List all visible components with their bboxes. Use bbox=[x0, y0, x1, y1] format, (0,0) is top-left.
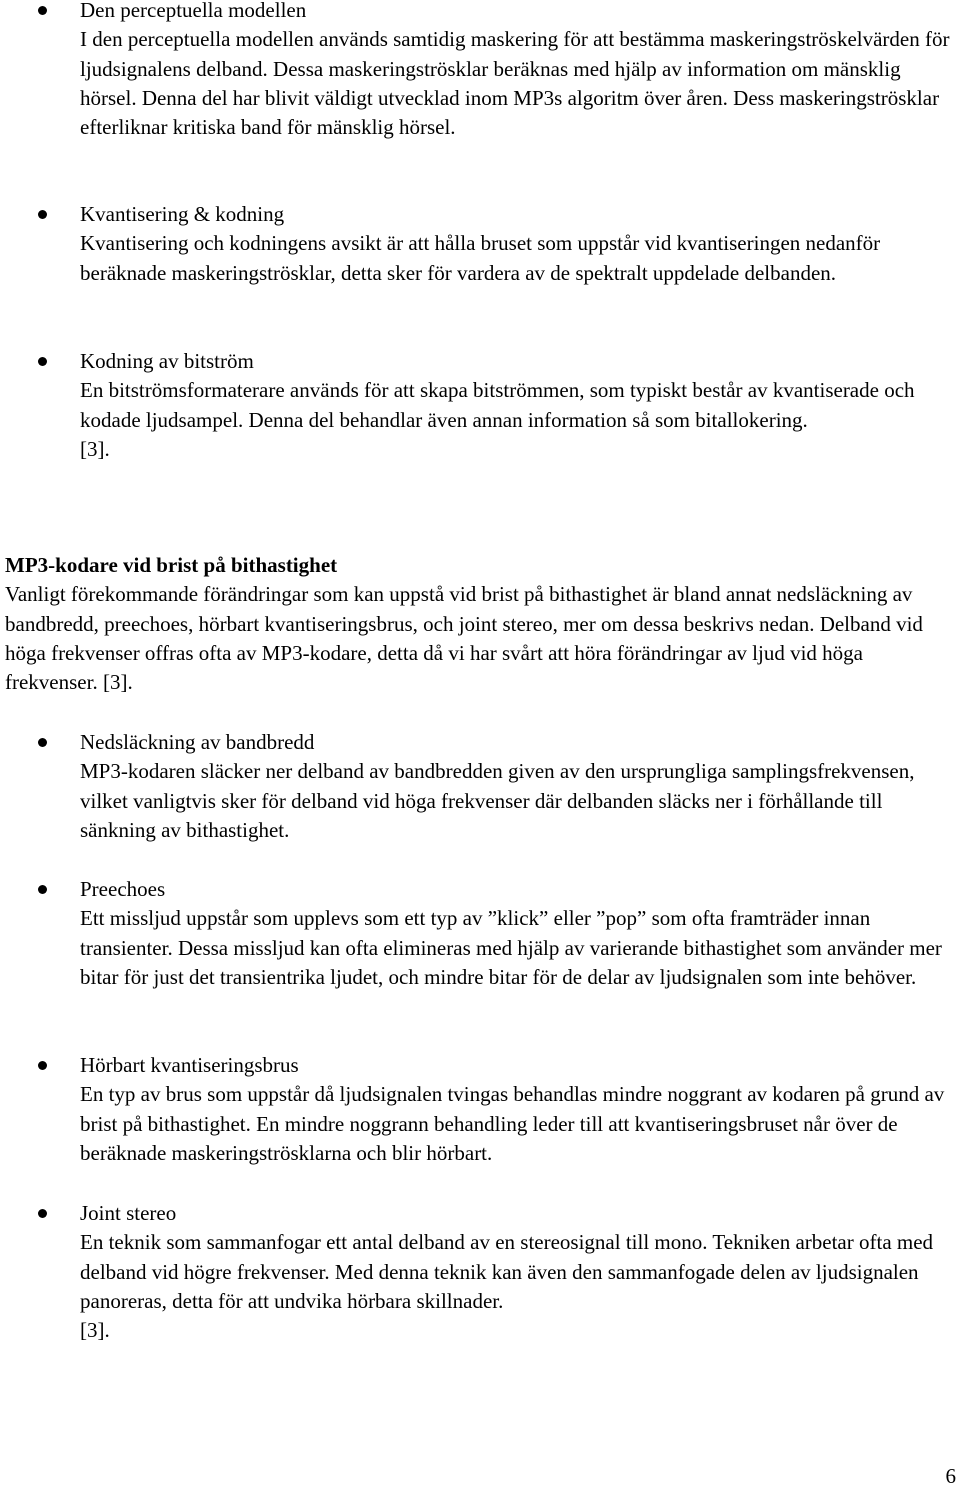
bullet-dot-icon bbox=[38, 357, 47, 366]
bullet-dot-icon bbox=[38, 1209, 47, 1218]
bullet-dot-icon bbox=[38, 1061, 47, 1070]
bullet-text: Kvantisering och kodningens avsikt är att hålla bruset som uppstår vid kvantiseringen nedanför beräknade maskeringströsklar, detta sker för vardera av de spektralt uppdelade delbanden. bbox=[80, 231, 881, 285]
bullet-title: Kvantisering & kodning bbox=[80, 202, 285, 226]
bullet-title: Nedsläckning av bandbredd bbox=[80, 730, 315, 754]
bullet-reference: [3]. bbox=[80, 436, 110, 461]
bullet-text: En teknik som sammanfogar ett antal delband av en stereosignal till mono. Tekniken arbetar ofta med delband vid högre frekvenser. Med denna teknik kan även den sammanfogade delen av ljudsignalen panoreras, detta för att undvika hörbara skillnader. bbox=[80, 1230, 934, 1313]
bullet-dot-icon bbox=[38, 738, 47, 747]
bullet-item-preechoes bbox=[80, 875, 958, 992]
bullet-title: Hörbart kvantiseringsbrus bbox=[80, 1053, 299, 1077]
bullet-text: En bitströmsformaterare används för att skapa bitströmmen, som typiskt består av kvantiserade och kodade ljudsampel. Denna del behandlar även annan information så som bitallokering. bbox=[80, 378, 915, 432]
bullet-title: Preechoes bbox=[80, 877, 166, 901]
section-heading: MP3-kodare vid brist på bithastighet bbox=[5, 553, 338, 577]
bullet-item-perceptual-model bbox=[80, 0, 958, 142]
bullet-title: Joint stereo bbox=[80, 1201, 177, 1225]
section-text: Vanligt förekommande förändringar som kan uppstå vid brist på bithastighet är bland annat nedsläckning av bandbredd, preechoes, hörbart kvantiseringsbrus, och joint stereo, mer om dessa beskrivs nedan. Delband vid höga frekvenser offras ofta av MP3-kodare, detta då vi har svårt att höra förändringar av ljud vid höga frekvenser. [3]. bbox=[5, 582, 923, 695]
bullet-dot-icon bbox=[38, 6, 47, 15]
section-low-bitrate bbox=[5, 551, 955, 697]
bullet-title: Kodning av bitström bbox=[80, 349, 254, 373]
bullet-item-joint-stereo bbox=[80, 1199, 958, 1345]
bullet-text: MP3-kodaren släcker ner delband av bandbredden given av den ursprungliga samplingsfrekvensen, vilket vanligtvis sker för delband vid höga frekvenser där delbanden släcks ner i förhållande till sänkning av bithastighet. bbox=[80, 759, 915, 842]
bullet-text: Ett missljud uppstår som upplevs som ett typ av ”klick” eller ”pop” som ofta framträder innan transienter. Dessa missljud kan ofta elimineras med hjälp av varierande bithastighet som använder mer bitar för just det transientrika ljudet, och mindre bitar för de delar av ljudsignalen som inte behöver. bbox=[80, 906, 942, 989]
bullet-text: En typ av brus som uppstår då ljudsignalen tvingas behandlas mindre noggrant av kodaren på grund av brist på bithastighet. En mindre noggrann behandling leder till att kvantiseringsbruset når över de beräknade maskeringströsklarna och blir hörbart. bbox=[80, 1082, 945, 1165]
bullet-item-bandwidth bbox=[80, 728, 958, 845]
bullet-text: I den perceptuella modellen används samtidig maskering för att bestämma maskeringströskelvärden för ljudsignalens delband. Dessa maskeringströsklar beräknas med hjälp av information om mänsklig hörsel. Denna del har blivit väldigt utvecklad inom MP3s algoritm över åren. Dess maskeringströsklar efterliknar kritiska band för mänsklig hörsel. bbox=[80, 27, 950, 140]
bullet-item-bitstream bbox=[80, 347, 958, 464]
page-number: 6 bbox=[945, 1464, 956, 1488]
bullet-dot-icon bbox=[38, 885, 47, 894]
bullet-dot-icon bbox=[38, 210, 47, 219]
bullet-reference: [3]. bbox=[80, 1318, 110, 1343]
bullet-title: Den perceptuella modellen bbox=[80, 0, 307, 22]
bullet-item-quantization bbox=[80, 200, 958, 288]
bullet-item-quantization-noise bbox=[80, 1051, 958, 1168]
